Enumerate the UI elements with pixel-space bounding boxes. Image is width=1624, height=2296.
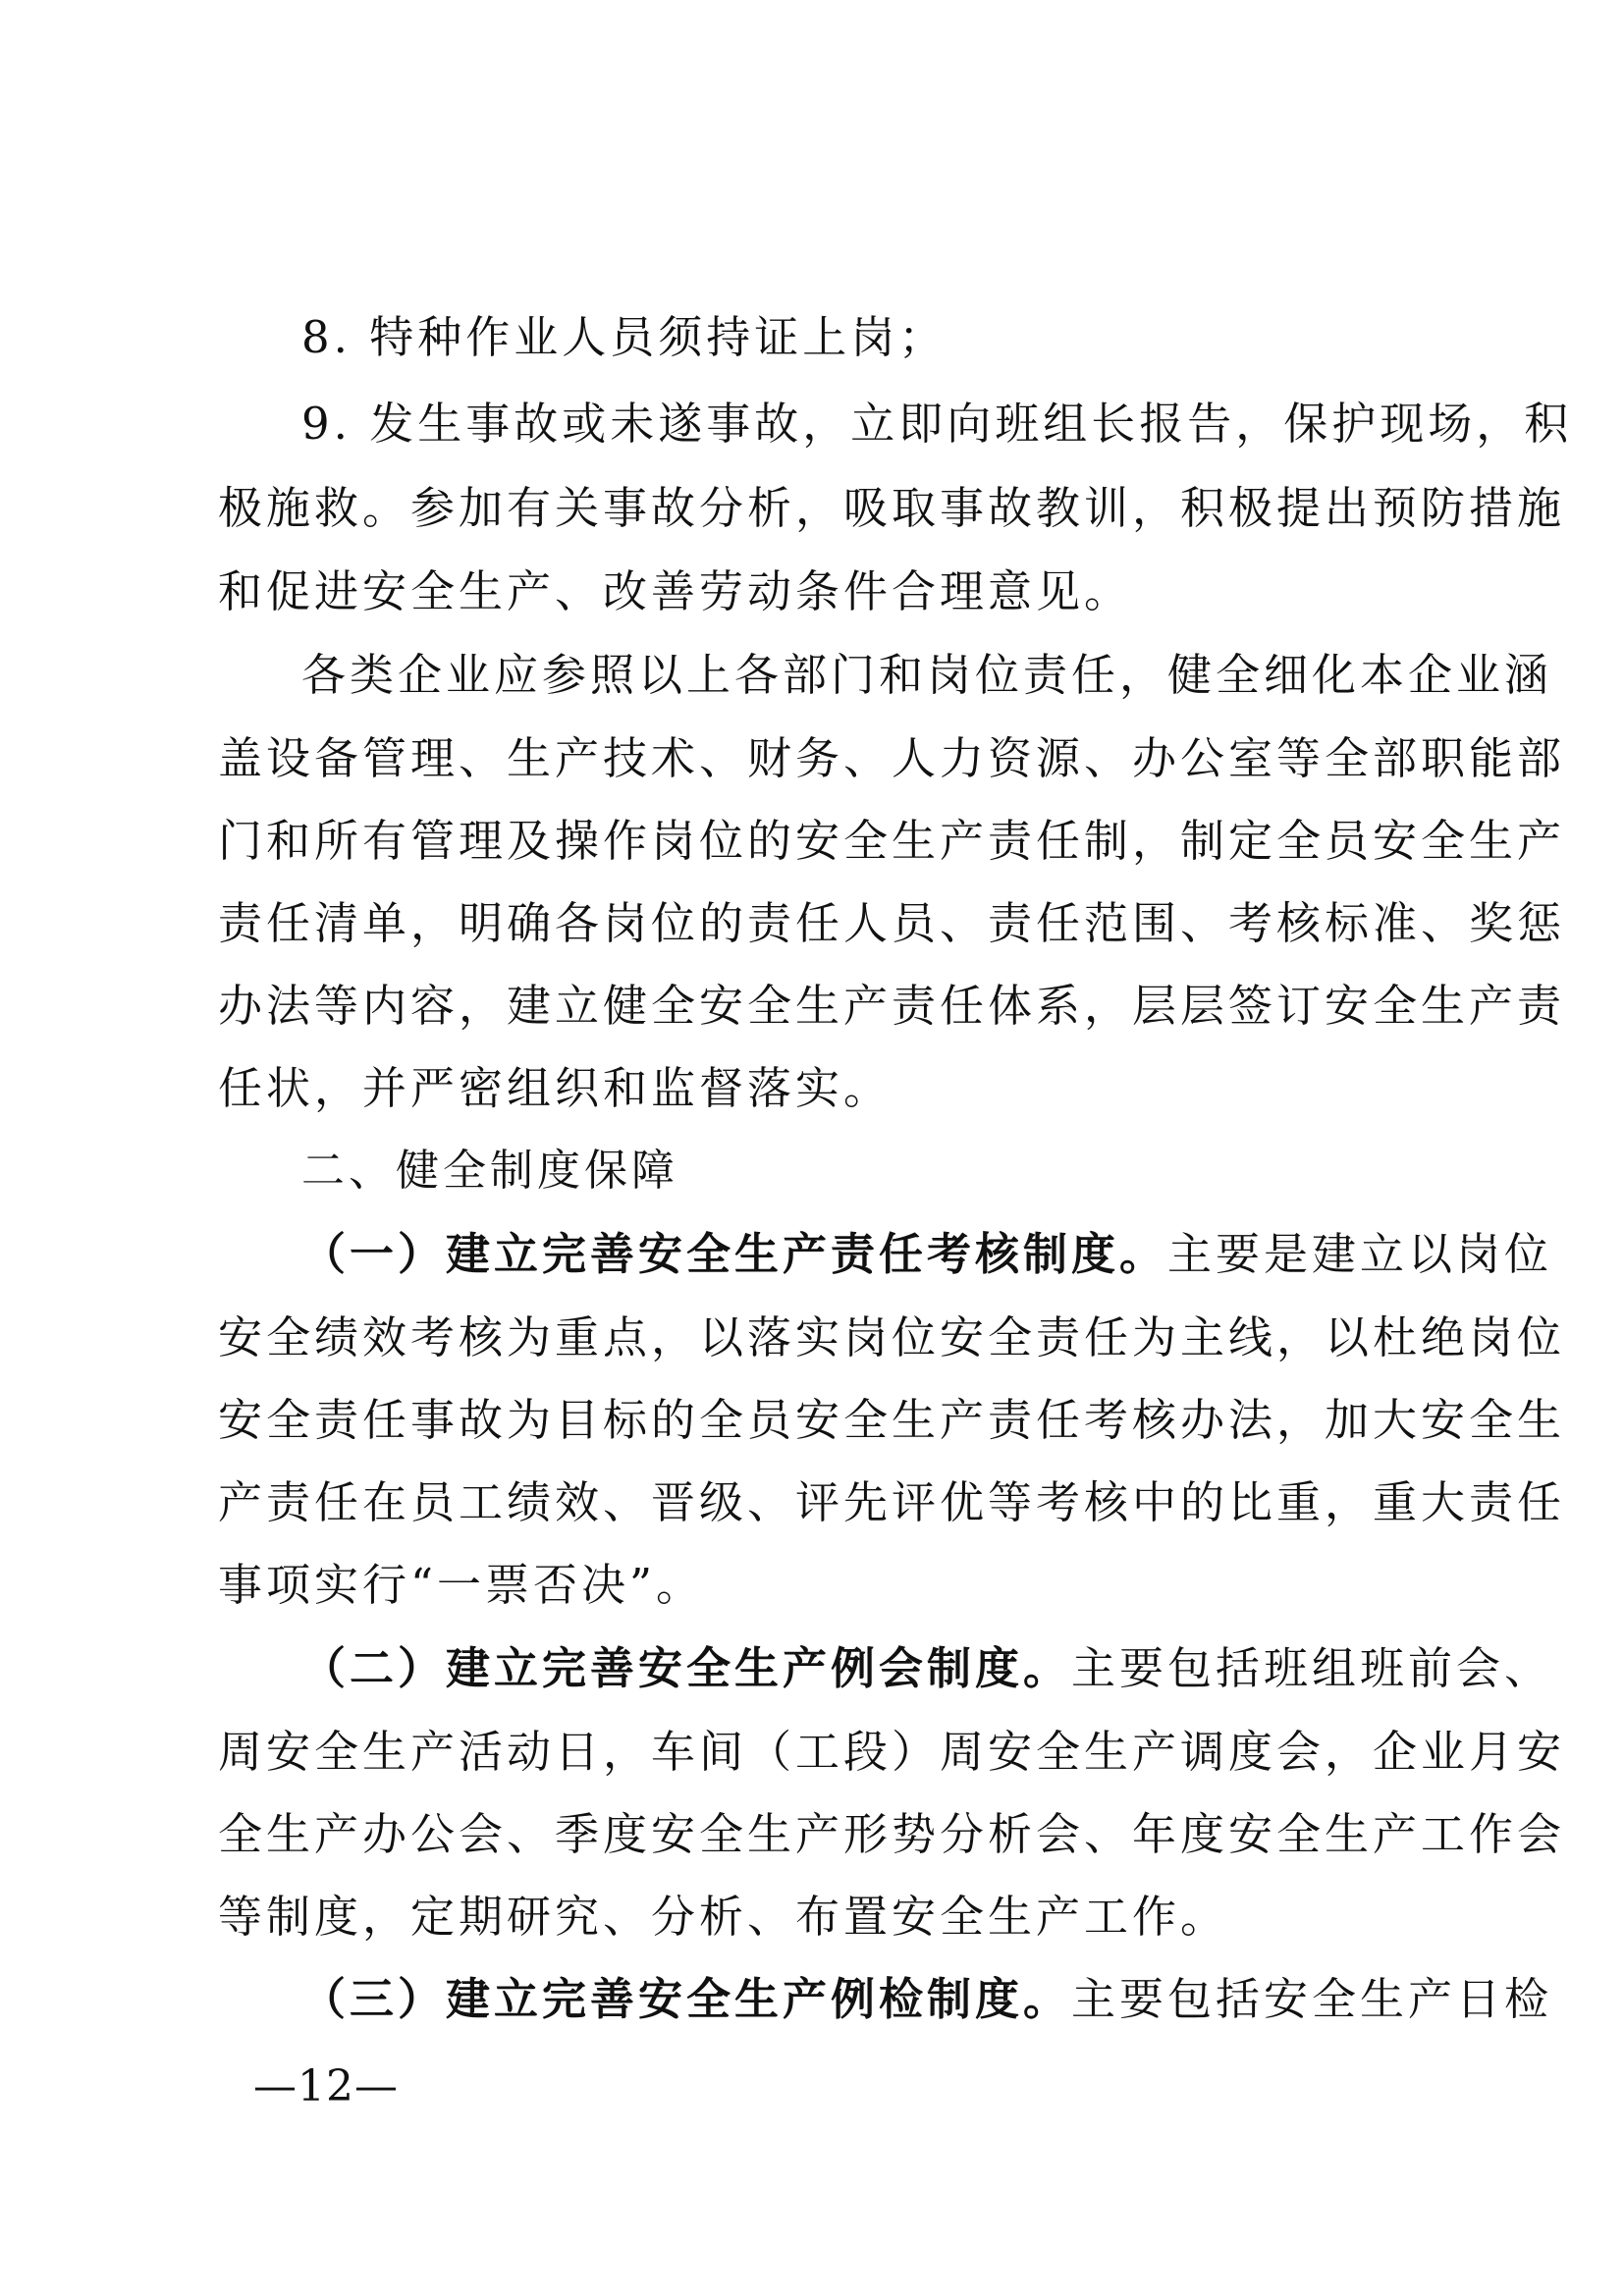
text-line: 安全绩效考核为重点，以落实岗位安全责任为主线，以杜绝岗位 (218, 1311, 1566, 1363)
subsection-first-line: （一）建立完善安全生产责任考核制度。主要是建立以岗位 (301, 1228, 1553, 1280)
text-line: 办法等内容，建立健全安全生产责任体系，层层签订安全生产责 (218, 980, 1566, 1032)
text-line: 产责任在员工绩效、晋级、评先评优等考核中的比重，重大责任 (218, 1476, 1566, 1528)
list-item-8: 8. 特种作业人员须持证上岗； (301, 311, 947, 363)
text-line: 周安全生产活动日，车间（工段）周安全生产调度会，企业月安 (218, 1726, 1566, 1778)
subsection-title: （三）建立完善安全生产例检制度。 (301, 1973, 1072, 2025)
subsection-title: （一）建立完善安全生产责任考核制度。 (301, 1228, 1168, 1280)
text-line: 极施救。参加有关事故分析，吸取事故教训，积极提出预防措施 (218, 482, 1566, 534)
text-line: 事项实行“一票否决”。 (218, 1559, 705, 1611)
list-item-9: 9. 发生事故或未遂事故，立即向班组长报告，保护现场，积 (301, 398, 1573, 450)
paragraph-first-line: 各类企业应参照以上各部门和岗位责任，健全细化本企业涵 (301, 649, 1553, 701)
text-line: 盖设备管理、生产技术、财务、人力资源、办公室等全部职能部 (218, 732, 1566, 784)
text-line: 责任清单，明确各岗位的责任人员、责任范围、考核标准、奖惩 (218, 897, 1566, 949)
text-line: 和促进安全生产、改善劳动条件合理意见。 (218, 565, 1133, 617)
section-heading: 二、健全制度保障 (301, 1146, 678, 1196)
subsection-first-line: （三）建立完善安全生产例检制度。主要包括安全生产日检 (301, 1973, 1553, 2025)
text-line: 等制度，定期研究、分析、布置安全生产工作。 (218, 1891, 1229, 1943)
text-line: 门和所有管理及操作岗位的安全生产责任制，制定全员安全生产 (218, 815, 1566, 867)
subsection-title: （二）建立完善安全生产例会制度。 (301, 1642, 1072, 1694)
page-number: —12— (253, 2061, 399, 2111)
text-line: 全生产办公会、季度安全生产形势分析会、年度安全生产工作会 (218, 1808, 1566, 1860)
text-line: 安全责任事故为目标的全员安全生产责任考核办法，加大安全生 (218, 1394, 1566, 1446)
subsection-first-line: （二）建立完善安全生产例会制度。主要包括班组班前会、 (301, 1642, 1553, 1694)
text-line: 任状，并严密组织和监督落实。 (218, 1062, 893, 1114)
